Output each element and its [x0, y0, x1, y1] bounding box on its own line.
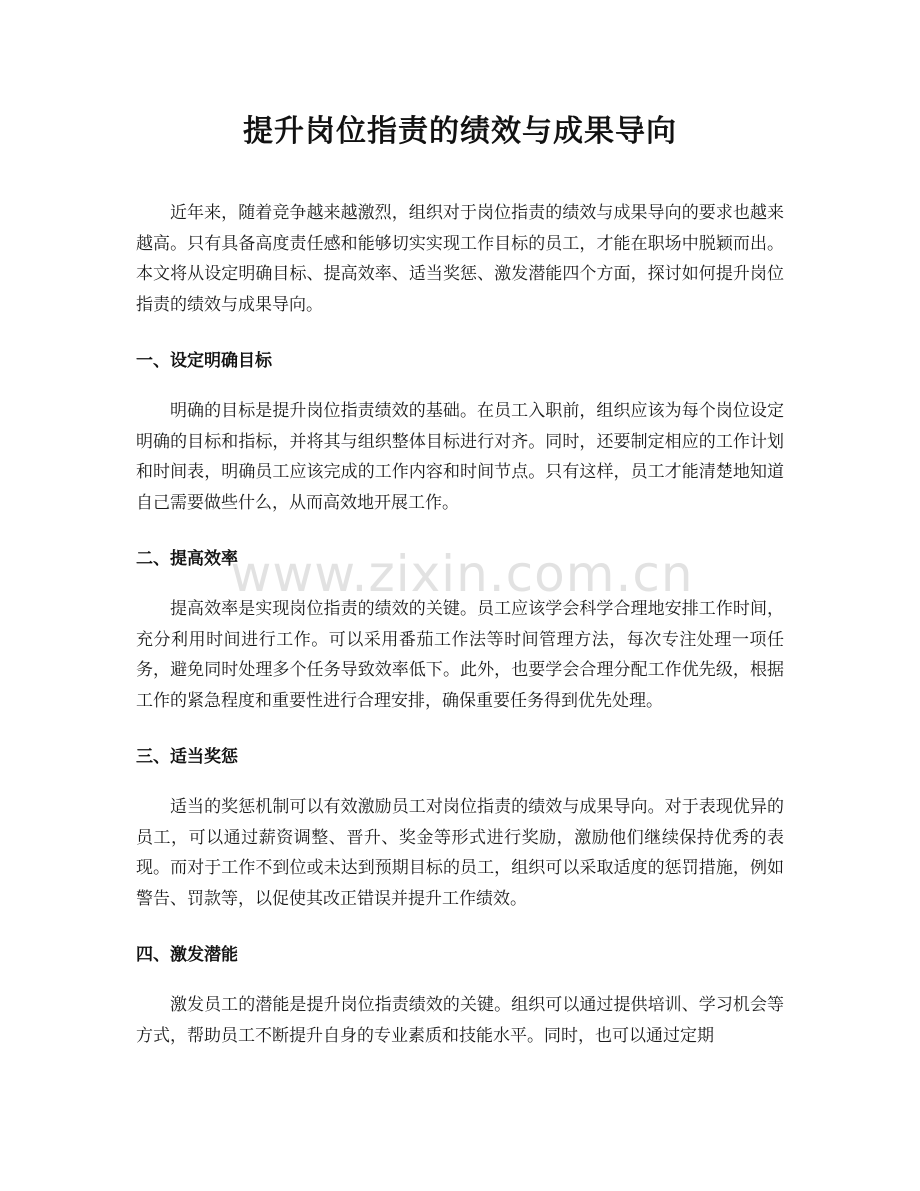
document-title: 提升岗位指责的绩效与成果导向 [243, 114, 677, 149]
intro-paragraph: 近年来，随着竞争越来越激烈，组织对于岗位指责的绩效与成果导向的要求也越来越高。只有具备高度责任感和能够切实实现工作目标的员工，才能在职场中脱颖而出。本文将从设定明确目标、提高效率、适当奖惩、激发潜能四个方面，探讨如何提升岗位指责的绩效与成果导向。 [136, 203, 784, 315]
section-body-potential: 激发员工的潜能是提升岗位指责绩效的关键。组织可以通过提供培训、学习机会等方式，帮助员工不断提升自身的专业素质和技能水平。同时，也可以通过定期 [136, 995, 784, 1046]
section-heading-efficiency: 二、提高效率 [136, 549, 238, 569]
section-heading-rewards: 三、适当奖惩 [136, 747, 238, 767]
section-heading-goals: 一、设定明确目标 [136, 351, 272, 371]
section-heading-potential: 四、激发潜能 [136, 945, 238, 965]
section-body-rewards: 适当的奖惩机制可以有效激励员工对岗位指责的绩效与成果导向。对于表现优异的员工，可以通过薪资调整、晋升、奖金等形式进行奖励，激励他们继续保持优秀的表现。而对于工作不到位或未达到预期目标的员工，组织可以采取适度的惩罚措施，例如警告、罚款等，以促使其改正错误并提升工作绩效。 [136, 797, 784, 909]
section-body-goals: 明确的目标是提升岗位指责绩效的基础。在员工入职前，组织应该为每个岗位设定明确的目标和指标，并将其与组织整体目标进行对齐。同时，还要制定相应的工作计划和时间表，明确员工应该完成的工作内容和时间节点。只有这样，员工才能清楚地知道自己需要做些什么，从而高效地开展工作。 [136, 401, 784, 513]
section-body-efficiency: 提高效率是实现岗位指责的绩效的关键。员工应该学会科学合理地安排工作时间，充分利用时间进行工作。可以采用番茄工作法等时间管理方法，每次专注处理一项任务，避免同时处理多个任务导致效率低下。此外，也要学会合理分配工作优先级，根据工作的紧急程度和重要性进行合理安排，确保重要任务得到优先处理。 [136, 599, 784, 711]
watermark: www.zixin.com.cn [230, 545, 694, 603]
